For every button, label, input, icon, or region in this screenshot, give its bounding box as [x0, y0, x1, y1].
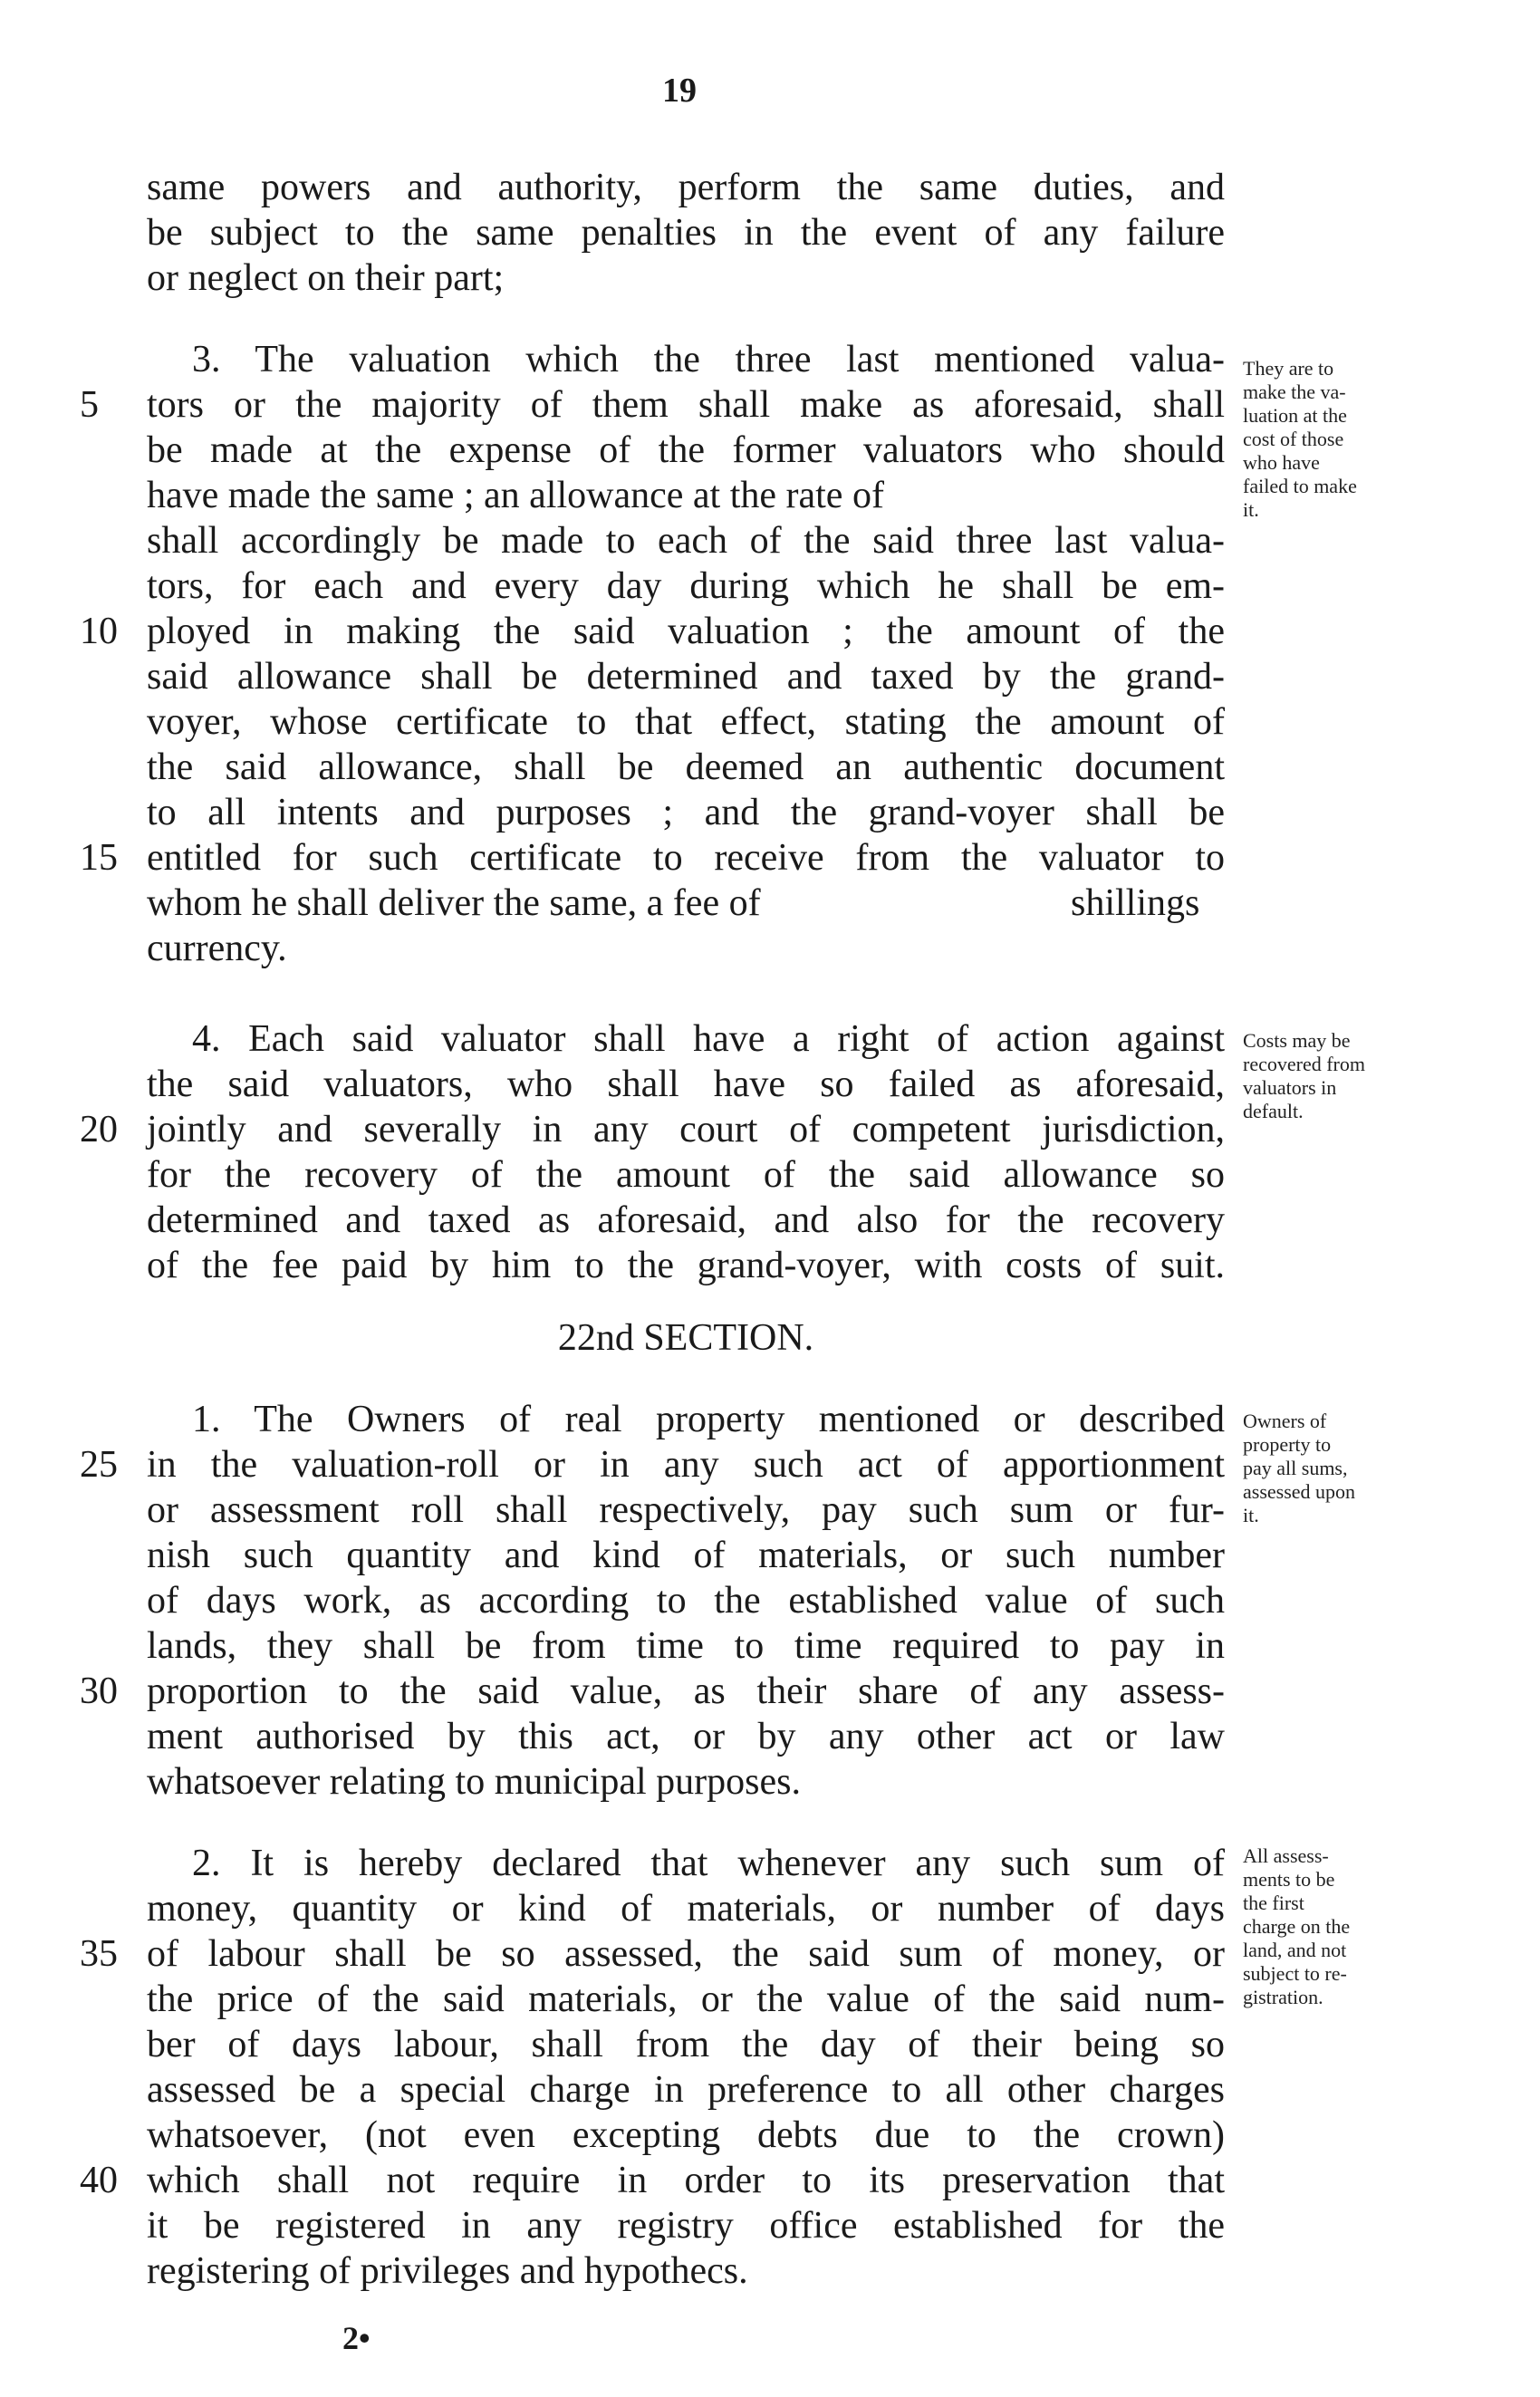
text-line: 3. The valuation which the three last mentioned valua- [192, 339, 1225, 380]
line-number: 20 [80, 1109, 118, 1150]
margin-note-line: recovered from [1243, 1053, 1365, 1075]
line-number: 15 [80, 837, 118, 879]
margin-note [1243, 1029, 1442, 1123]
text-line: whatsoever, (not even excepting debts due to the crown) [147, 2114, 1225, 2156]
margin-note-line: charge on the [1243, 1915, 1351, 1938]
margin-note-line: it. [1243, 498, 1259, 521]
text-line: the price of the said materials, or the value of the said num- [147, 1978, 1225, 2020]
text-line: proportion to the said value, as their share of any assess- [147, 1670, 1225, 1712]
line-number: 30 [80, 1670, 118, 1712]
margin-note-line: Costs may be [1243, 1029, 1351, 1052]
line-number: 40 [80, 2160, 118, 2201]
margin-note-line: assessed upon [1243, 1480, 1356, 1503]
margin-note-line: land, and not [1243, 1939, 1347, 1961]
text-line: registering of privileges and hypothecs. [147, 2250, 748, 2292]
margin-note-line: default. [1243, 1100, 1304, 1122]
margin-note-line: who have [1243, 451, 1320, 474]
text-line: currency. [147, 928, 287, 969]
text-line: determined and taxed as aforesaid, and also for the recovery [147, 1199, 1225, 1241]
margin-note-line: luation at the [1243, 404, 1347, 427]
text-line: for the recovery of the amount of the said allowance so [147, 1154, 1225, 1196]
text-line: 1. The Owners of real property mentioned or described [192, 1399, 1225, 1440]
text-line: ment authorised by this act, or by any other act or law [147, 1716, 1225, 1757]
margin-note-line: gistration. [1243, 1986, 1323, 2008]
text-line: of labour shall be so assessed, the said sum of money, or [147, 1933, 1225, 1975]
text-line: which shall not require in order to its preservation that [147, 2160, 1225, 2201]
text-line: lands, they shall be from time to time required to pay in [147, 1625, 1225, 1667]
margin-note-line: cost of those [1243, 428, 1344, 450]
margin-note-line: All assess- [1243, 1844, 1329, 1867]
text-line: be made at the expense of the former valuators who should [147, 429, 1225, 471]
margin-note-line: subject to re- [1243, 1962, 1347, 1985]
section-heading: 22nd SECTION. [557, 1317, 814, 1359]
text-line: 4. Each said valuator shall have a right of action against [192, 1018, 1225, 1060]
line-number: 35 [80, 1933, 118, 1975]
text-line: of the fee paid by him to the grand-voyer, with costs of suit. [147, 1245, 1225, 1286]
text-line: voyer, whose certificate to that effect, stating the amount of [147, 701, 1225, 743]
text-line: whatsoever relating to municipal purposes. [147, 1761, 801, 1803]
text-line: money, quantity or kind of materials, or number of days [147, 1888, 1225, 1930]
text-line: said allowance shall be determined and taxed by the grand- [147, 656, 1225, 698]
text-line: or neglect on their part; [147, 257, 505, 299]
margin-note-line: Owners of [1243, 1410, 1327, 1432]
text-line: in the valuation-roll or in any such act of apportionment [147, 1444, 1225, 1486]
text-line: the said allowance, shall be deemed an authentic document [147, 746, 1225, 788]
text-line: tors or the majority of them shall make as aforesaid, shall [147, 384, 1225, 426]
margin-note-line: it. [1243, 1504, 1259, 1526]
text-line: the said valuators, who shall have so failed as aforesaid, [147, 1064, 1225, 1105]
text-line: shillings [1071, 882, 1200, 924]
text-line: or assessment roll shall respectively, pay such sum or fur- [147, 1489, 1225, 1531]
text-line: jointly and severally in any court of competent jurisdiction, [147, 1109, 1225, 1150]
margin-note [1243, 1844, 1442, 2009]
margin-note-line: the first [1243, 1892, 1304, 1914]
line-number: 5 [80, 384, 99, 426]
text-line: whom he shall deliver the same, a fee of [147, 882, 761, 924]
margin-note [1243, 1410, 1442, 1527]
margin-note-line: make the va- [1243, 380, 1346, 403]
signature-mark: 2• [342, 2320, 371, 2356]
text-line: ployed in making the said valuation ; the amount of the [147, 611, 1225, 652]
margin-note-line: property to [1243, 1433, 1332, 1456]
text-line: tors, for each and every day during which he shall be em- [147, 565, 1225, 607]
text-line: same powers and authority, perform the same duties, and [147, 167, 1225, 208]
text-line: assessed be a special charge in preference to all other charges [147, 2069, 1225, 2111]
line-number: 10 [80, 611, 118, 652]
text-line: shall accordingly be made to each of the said three last valua- [147, 520, 1225, 562]
margin-note-line: valuators in [1243, 1076, 1337, 1099]
page-number: 19 [662, 72, 697, 110]
text-line: nish such quantity and kind of materials, or such number [147, 1535, 1225, 1576]
line-number: 25 [80, 1444, 118, 1486]
margin-note [1243, 357, 1442, 522]
margin-note-line: ments to be [1243, 1868, 1335, 1891]
text-line: to all intents and purposes ; and the grand-voyer shall be [147, 792, 1225, 833]
text-line: 2. It is hereby declared that whenever any such sum of [192, 1843, 1225, 1884]
margin-note-line: failed to make [1243, 475, 1357, 497]
text-line: be subject to the same penalties in the event of any failure [147, 212, 1225, 254]
margin-note-line: pay all sums, [1243, 1457, 1348, 1479]
margin-note-line: They are to [1243, 357, 1334, 380]
text-line: ber of days labour, shall from the day of their being so [147, 2024, 1225, 2065]
text-line: it be registered in any registry office established for the [147, 2205, 1225, 2247]
text-line: entitled for such certificate to receive from the valuator to [147, 837, 1225, 879]
text-line: have made the same ; an allowance at the rate of [147, 475, 884, 516]
text-line: of days work, as according to the established value of such [147, 1580, 1225, 1622]
